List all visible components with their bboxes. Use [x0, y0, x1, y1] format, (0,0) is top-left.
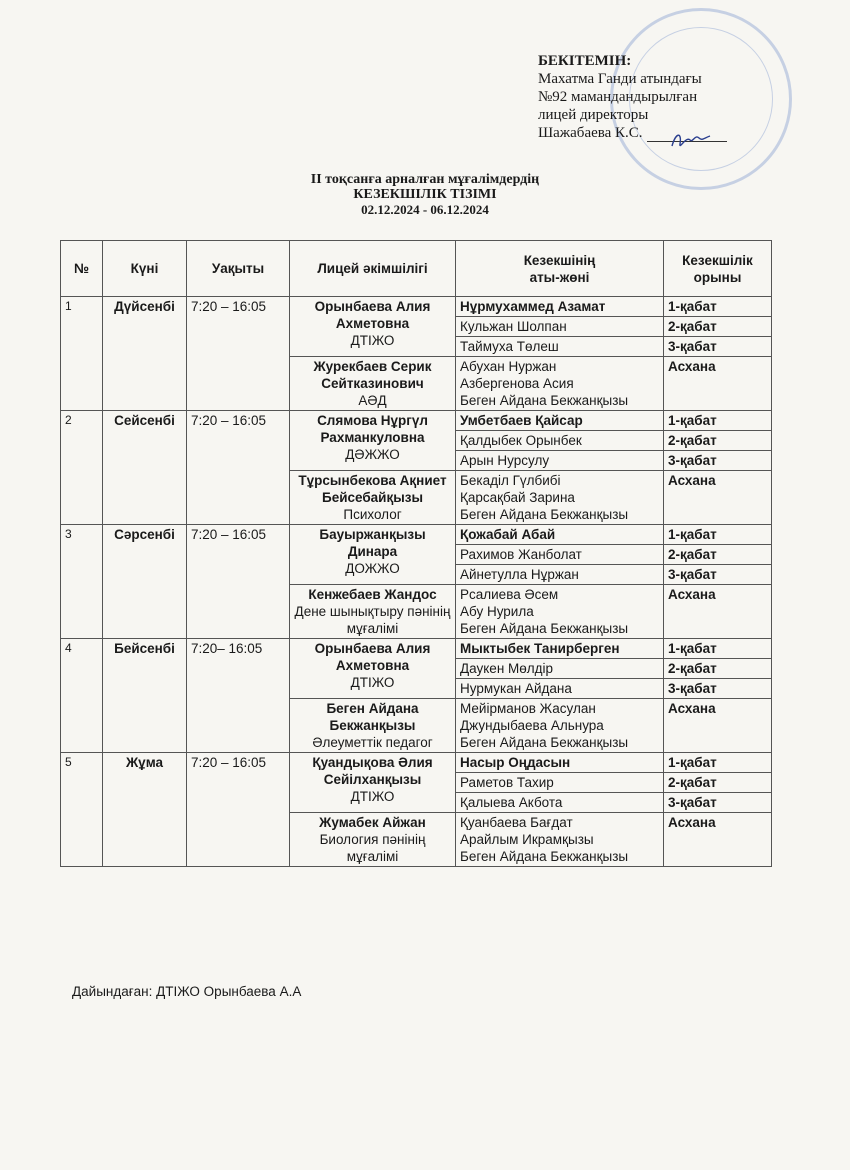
table-header-row — [61, 241, 772, 297]
table-row — [61, 411, 772, 431]
header-duty-name — [456, 241, 664, 297]
duty-name: Кульжан Шолпан — [456, 317, 664, 337]
approval-heading: БЕКІТЕМІН: — [538, 53, 632, 69]
row-day: Дүйсенбі — [103, 297, 187, 411]
document-title — [0, 172, 850, 217]
admin-name: Орынбаева Алия Ахметовна — [314, 641, 431, 673]
row-day: Сейсенбі — [103, 411, 187, 525]
table-row — [61, 639, 772, 659]
admin-cell — [290, 471, 456, 525]
header-time: Уақыты — [187, 241, 290, 297]
duty-place: Асхана — [664, 813, 772, 867]
duty-place: 1-қабат — [664, 639, 772, 659]
approval-line: лицей директоры — [538, 107, 649, 123]
row-time: 7:20 – 16:05 — [187, 753, 290, 867]
duty-name: Қарсақбай Зарина — [460, 490, 575, 505]
admin-cell — [290, 753, 456, 813]
row-time: 7:20 – 16:05 — [187, 297, 290, 411]
duty-name: Беген Айдана Бекжанқызы — [460, 849, 629, 864]
admin-role: Дене шынықтыру пәнінің мұғалімі — [294, 604, 451, 636]
admin-cell — [290, 639, 456, 699]
admin-name: Бауыржанқызы Динара — [319, 527, 426, 559]
duty-name: Нурмукан Айдана — [456, 679, 664, 699]
duty-name: Қалыева Акбота — [456, 793, 664, 813]
row-day: Сәрсенбі — [103, 525, 187, 639]
duty-name: Беген Айдана Бекжанқызы — [460, 735, 629, 750]
admin-name: Орынбаева Алия Ахметовна — [314, 299, 431, 331]
approval-line: №92 мамандандырылған — [538, 89, 698, 105]
admin-cell — [290, 411, 456, 471]
admin-role: Әлеуметтік педагог — [312, 735, 433, 750]
duty-name: Беген Айдана Бекжанқызы — [460, 507, 629, 522]
duty-place: 2-қабат — [664, 545, 772, 565]
duty-place: 2-қабат — [664, 317, 772, 337]
admin-cell — [290, 525, 456, 585]
duty-name: Арайлым Икрамқызы — [460, 832, 594, 847]
duty-table-body — [61, 297, 772, 867]
duty-name: Арын Нурсулу — [456, 451, 664, 471]
duty-place: 3-қабат — [664, 679, 772, 699]
duty-name: Абухан Нуржан — [460, 359, 557, 374]
approval-line: Махатма Ганди атындағы — [538, 71, 702, 87]
duty-name: Нұрмухаммед Азамат — [456, 297, 664, 317]
admin-cell — [290, 297, 456, 357]
duty-name: Джундыбаева Альнура — [460, 718, 604, 733]
table-row — [61, 753, 772, 773]
admin-role: ДТІЖО — [350, 675, 395, 690]
director-name: Шажабаева К.С. — [538, 125, 643, 141]
row-time: 7:20 – 16:05 — [187, 411, 290, 525]
duty-name: Беген Айдана Бекжанқызы — [460, 393, 629, 408]
title-heading: КЕЗЕКШІЛІК ТІЗІМІ — [353, 187, 497, 202]
row-day: Жұма — [103, 753, 187, 867]
row-number: 3 — [61, 525, 103, 639]
header-text: орыны — [693, 269, 742, 285]
admin-name: Слямова Нұргүл Рахманкуловна — [317, 413, 428, 445]
admin-cell — [290, 585, 456, 639]
duty-place: 1-қабат — [664, 525, 772, 545]
admin-name: Журекбаев Серик Сейтказинович — [313, 359, 432, 391]
row-number: 2 — [61, 411, 103, 525]
admin-role: Психолог — [343, 507, 402, 522]
prepared-by: Дайындаған: ДТІЖО Орынбаева А.А — [72, 984, 302, 999]
header-text: аты-жөні — [529, 269, 590, 285]
admin-role: ДТІЖО — [350, 333, 395, 348]
duty-place: 2-қабат — [664, 431, 772, 451]
row-time: 7:20 – 16:05 — [187, 525, 290, 639]
header-text: Кезекшінің — [523, 252, 596, 268]
admin-name: Қуандықова Әлия Сейілханқызы — [312, 755, 433, 787]
duty-name: Қуанбаева Бағдат — [460, 815, 573, 830]
row-time: 7:20– 16:05 — [187, 639, 290, 753]
duty-name: Таймуха Төлеш — [456, 337, 664, 357]
header-day: Күні — [103, 241, 187, 297]
header-num: № — [61, 241, 103, 297]
duty-place: 3-қабат — [664, 565, 772, 585]
duty-name: Насыр Оңдасын — [456, 753, 664, 773]
admin-name: Кенжебаев Жандос — [308, 587, 437, 602]
canteen-names — [456, 585, 664, 639]
duty-place: Асхана — [664, 471, 772, 525]
duty-place: 1-қабат — [664, 297, 772, 317]
duty-place: Асхана — [664, 585, 772, 639]
admin-role: ДОЖЖО — [345, 561, 400, 576]
table-row — [61, 297, 772, 317]
duty-name: Бекаділ Гүлбибі — [460, 473, 561, 488]
row-number: 1 — [61, 297, 103, 411]
duty-name: Рахимов Жанболат — [456, 545, 664, 565]
row-number: 5 — [61, 753, 103, 867]
duty-place: 3-қабат — [664, 337, 772, 357]
duty-name: Айнетулла Нұржан — [456, 565, 664, 585]
duty-table — [60, 240, 772, 867]
duty-name: Беген Айдана Бекжанқызы — [460, 621, 629, 636]
row-day: Бейсенбі — [103, 639, 187, 753]
admin-name: Жумабек Айжан — [319, 815, 426, 830]
duty-place: 3-қабат — [664, 451, 772, 471]
canteen-names — [456, 357, 664, 411]
header-text: Кезекшілік — [682, 252, 753, 268]
duty-name: Қожабай Абай — [456, 525, 664, 545]
title-dates: 02.12.2024 - 06.12.2024 — [361, 202, 489, 217]
duty-name: Мейірманов Жасулан — [460, 701, 596, 716]
duty-name: Даукен Мөлдір — [456, 659, 664, 679]
header-place — [664, 241, 772, 297]
duty-name: Абу Нурила — [460, 604, 534, 619]
admin-role: Биология пәнінің мұғалімі — [319, 832, 426, 864]
duty-name: Қалдыбек Орынбек — [456, 431, 664, 451]
duty-place: 2-қабат — [664, 773, 772, 793]
admin-role: АӘД — [358, 393, 387, 408]
table-row — [61, 525, 772, 545]
admin-role: ДӘЖЖО — [345, 447, 400, 462]
duty-place: Асхана — [664, 357, 772, 411]
admin-role: ДТІЖО — [350, 789, 395, 804]
duty-name: Мыктыбек Танирберген — [456, 639, 664, 659]
duty-place: 1-қабат — [664, 411, 772, 431]
canteen-names — [456, 699, 664, 753]
duty-place: 1-қабат — [664, 753, 772, 773]
admin-cell — [290, 813, 456, 867]
canteen-names — [456, 471, 664, 525]
signature-mark — [668, 126, 714, 156]
duty-place: 3-қабат — [664, 793, 772, 813]
title-line: II тоқсанға арналған мұғалімдердің — [310, 172, 540, 187]
duty-place: 2-қабат — [664, 659, 772, 679]
duty-place: Асхана — [664, 699, 772, 753]
header-admin: Лицей әкімшілігі — [290, 241, 456, 297]
admin-cell — [290, 699, 456, 753]
admin-cell — [290, 357, 456, 411]
duty-name: Азбергенова Асия — [460, 376, 574, 391]
duty-name: Умбетбаев Қайсар — [456, 411, 664, 431]
duty-name: Раметов Тахир — [456, 773, 664, 793]
row-number: 4 — [61, 639, 103, 753]
duty-name: Рсалиева Әсем — [460, 587, 559, 602]
admin-name: Тұрсынбекова Ақниет Бейсебайқызы — [298, 473, 447, 505]
admin-name: Беген Айдана Бекжанқызы — [326, 701, 419, 733]
canteen-names — [456, 813, 664, 867]
